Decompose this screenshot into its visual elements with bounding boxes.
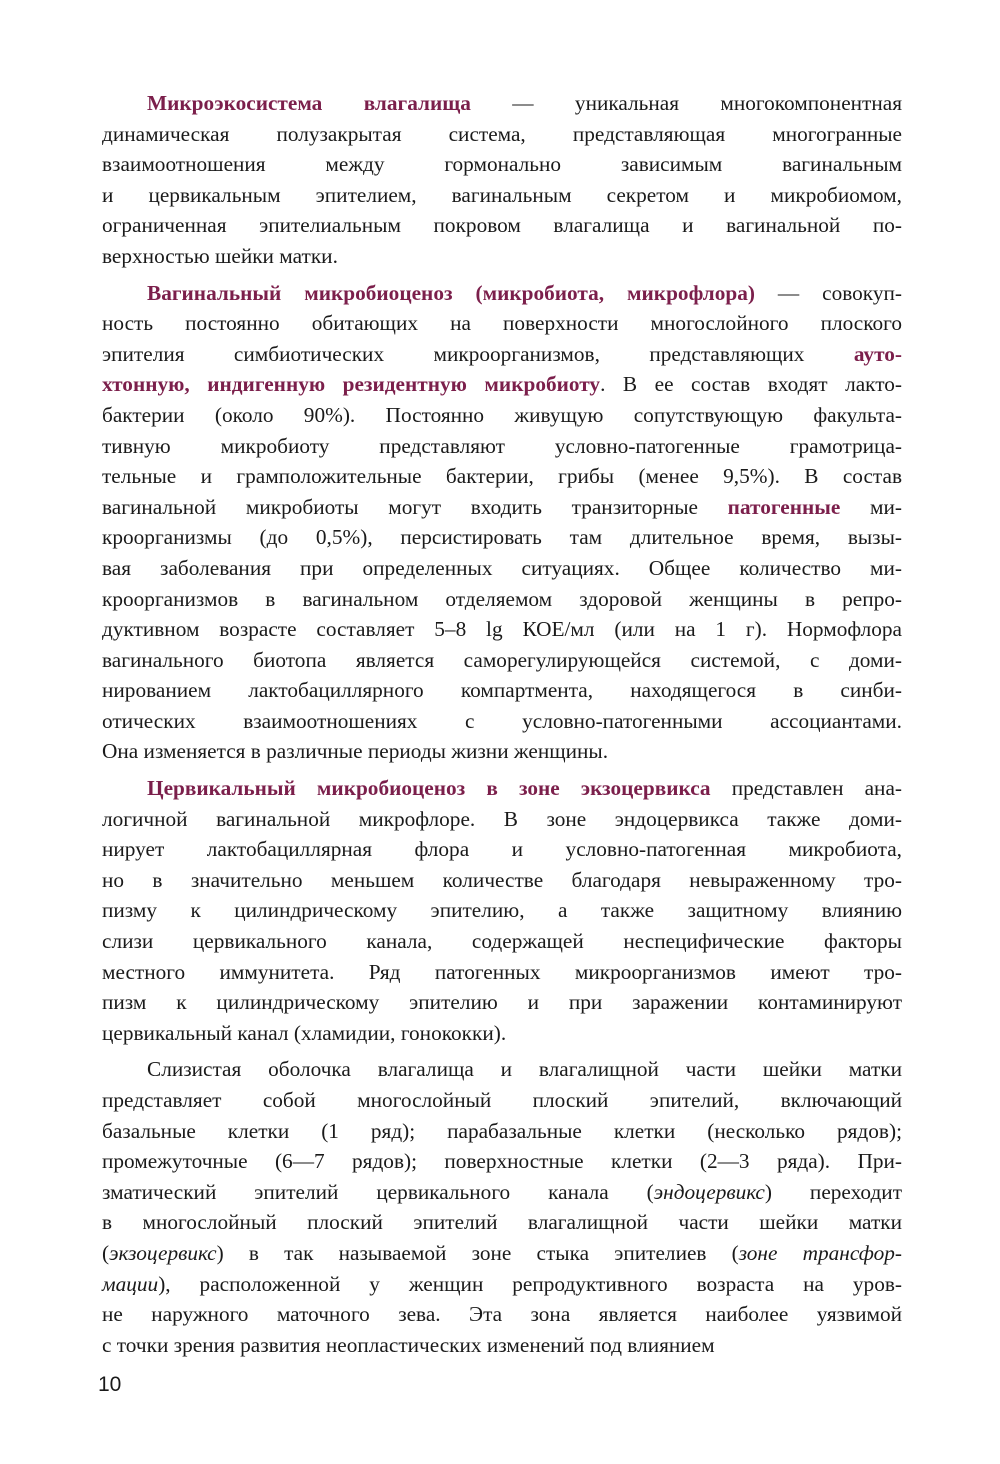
text-run: вагинальной микробиоты могут входить транзиторные	[102, 494, 728, 519]
text-run: цервикальный канал (хламидии, гонококки).	[102, 1020, 507, 1045]
text-run: не наружного маточного зева. Эта зона является наиболее уязвимой	[102, 1302, 902, 1327]
text-run: и цервикальным эпителием, вагинальным секретом и микробиомом,	[102, 182, 902, 207]
text-line	[102, 1207, 902, 1238]
text-line	[102, 834, 902, 865]
text-line	[102, 1330, 902, 1361]
text-run: слизи цервикального канала, содержащей неспецифические факторы	[102, 929, 902, 954]
key-term: Цервикальный микробиоценоз в зоне экзоцервикса	[147, 776, 711, 801]
text-line	[102, 180, 902, 211]
text-run: базальные клетки (1 ряд); парабазальные клетки (несколько рядов);	[102, 1118, 902, 1143]
page-body	[102, 88, 902, 1366]
text-line	[102, 675, 902, 706]
text-line	[102, 88, 902, 119]
italic-term: эндоцервикс	[653, 1179, 765, 1204]
text-run: зматический эпителий цервикального канала (	[102, 1179, 654, 1204]
key-term: хтонную, индигенную резидентную микробиоту	[102, 372, 601, 397]
text-run: динамическая полузакрытая система, представляющая многогранные	[102, 121, 902, 146]
text-run: промежуточные (6—7 рядов); поверхностные клетки (2—3 ряда). При-	[102, 1149, 902, 1174]
text-run: — уникальная многокомпонентная	[470, 91, 902, 115]
text-line	[102, 1238, 902, 1269]
text-line	[102, 1054, 902, 1085]
text-line	[102, 645, 902, 676]
text-line	[102, 1177, 902, 1208]
text-line	[102, 119, 902, 150]
text-run: дуктивном возрасте составляет 5–8 lg КОЕ/мл (или на 1 г). Нормофлора	[102, 617, 902, 642]
text-run: — совокуп-	[754, 280, 902, 305]
text-run: верхностью шейки матки.	[102, 243, 338, 268]
text-line	[102, 369, 902, 400]
text-line	[102, 957, 902, 988]
paragraph	[102, 88, 902, 272]
text-run: ограниченная эпителиальным покровом влагалища и вагинальной по-	[102, 213, 902, 238]
text-run: представлен ана-	[710, 776, 902, 801]
text-run: нирует лактобациллярная флора и условно-патогенная микробиота,	[102, 837, 902, 862]
italic-term: мации	[102, 1271, 159, 1296]
text-line	[102, 1269, 902, 1300]
text-line	[102, 278, 902, 309]
text-run: ми-	[840, 494, 902, 519]
text-line	[102, 1018, 902, 1049]
text-line	[102, 926, 902, 957]
text-run: вагинального биотопа является саморегулирующейся системой, с доми-	[102, 647, 902, 672]
text-run: с точки зрения развития неопластических изменений под влиянием	[102, 1332, 715, 1357]
italic-term: экзоцервикс	[109, 1240, 217, 1265]
text-line	[102, 553, 902, 584]
text-line	[102, 210, 902, 241]
key-term: ауто-	[853, 341, 902, 366]
text-run: кроорганизмы (до 0,5%), персистировать там длительное время, вызы-	[102, 525, 902, 550]
text-run: тивную микробиоту представляют условно-патогенные грамотрица-	[102, 433, 902, 458]
text-line	[102, 241, 902, 272]
key-term: патогенные	[727, 494, 841, 519]
text-line	[102, 149, 902, 180]
text-run: но в значительно меньшем количестве благодаря невыраженному тро-	[102, 867, 902, 892]
text-line	[102, 522, 902, 553]
text-run: ) переходит	[764, 1179, 902, 1204]
text-run: логичной вагинальной микрофлоре. В зоне эндоцервикса также доми-	[102, 806, 902, 831]
text-line	[102, 431, 902, 462]
paragraph	[102, 773, 902, 1048]
text-run: (	[102, 1240, 110, 1265]
text-run: . В ее состав входят лакто-	[600, 372, 902, 397]
paragraph	[102, 1054, 902, 1360]
text-line	[102, 1116, 902, 1147]
text-line	[102, 865, 902, 896]
text-run: пизму к цилиндрическому эпителию, а также защитному влиянию	[102, 898, 902, 923]
text-line	[102, 987, 902, 1018]
text-run: взаимоотношения между гормонально зависимым вагинальным	[102, 152, 902, 177]
text-line	[102, 1146, 902, 1177]
text-run: эпителия симбиотических микроорганизмов, представляющих	[102, 341, 854, 366]
text-run: ), расположенной у женщин репродуктивного возраста на уров-	[158, 1271, 902, 1296]
page-number: 10	[98, 1373, 122, 1396]
text-run: ) в так называемой зоне стыка эпителиев (	[216, 1240, 739, 1265]
text-run: Слизистая оболочка влагалища и влагалищной части шейки матки	[147, 1057, 902, 1082]
text-line	[102, 1085, 902, 1116]
text-run: представляет собой многослойный плоский эпителий, включающий	[102, 1088, 902, 1112]
text-run: нированием лактобациллярного компартмента, находящегося в синби-	[102, 678, 902, 703]
text-line	[102, 773, 902, 804]
text-run: бактерии (около 90%). Постоянно живущую сопутствующую факульта-	[102, 402, 902, 427]
text-line	[102, 461, 902, 492]
key-term: Вагинальный микробиоценоз (микробиота, микрофлора)	[147, 280, 755, 305]
text-line	[102, 614, 902, 645]
text-line	[102, 895, 902, 926]
paragraph	[102, 278, 902, 768]
text-run: вая заболевания при определенных ситуациях. Общее количество ми-	[102, 555, 902, 580]
text-line	[102, 308, 902, 339]
text-line	[102, 584, 902, 615]
text-line	[102, 736, 902, 767]
italic-term: зоне трансфор-	[738, 1240, 902, 1265]
text-line	[102, 706, 902, 737]
text-run: местного иммунитета. Ряд патогенных микроорганизмов имеют тро-	[102, 959, 902, 984]
text-run: кроорганизмов в вагинальном отделяемом здоровой женщины в репро-	[102, 586, 902, 611]
text-line	[102, 804, 902, 835]
text-line	[102, 492, 902, 523]
text-line	[102, 400, 902, 431]
text-run: Она изменяется в различные периоды жизни женщины.	[102, 739, 609, 764]
text-line	[102, 1299, 902, 1330]
text-line	[102, 339, 902, 370]
text-run: в многослойный плоский эпителий влагалищной части шейки матки	[102, 1210, 902, 1235]
text-run: пизм к цилиндрическому эпителию и при заражении контаминируют	[102, 990, 902, 1015]
text-run: тельные и грамположительные бактерии, грибы (менее 9,5%). В состав	[102, 464, 902, 489]
key-term: Микроэкосистема влагалища	[147, 91, 471, 115]
text-run: ность постоянно обитающих на поверхности многослойного плоского	[102, 311, 902, 336]
text-run: отических взаимоотношениях с условно-патогенными ассоциантами.	[102, 708, 902, 733]
